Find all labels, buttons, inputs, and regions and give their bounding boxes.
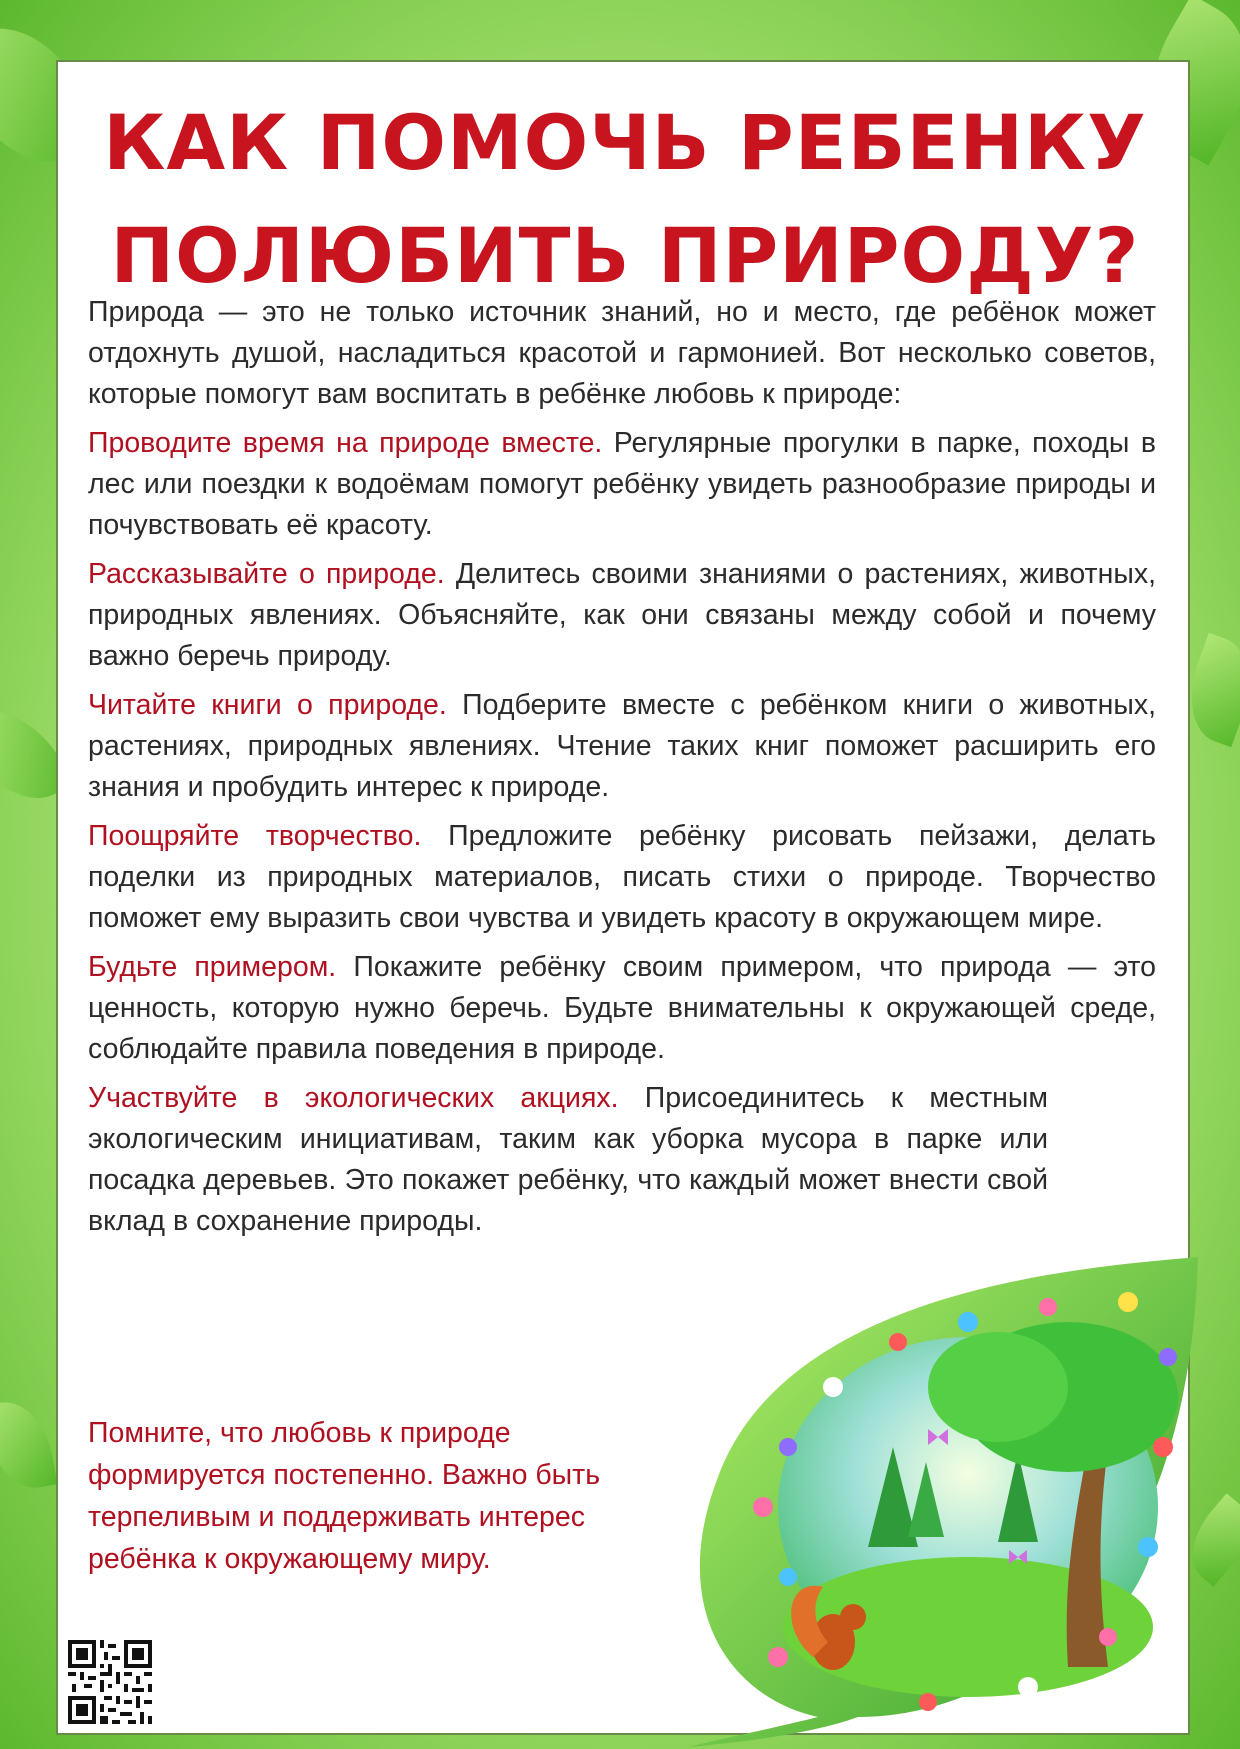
tip-paragraph (88, 554, 1156, 677)
tip-heading: Рассказывайте о природе. (88, 558, 445, 590)
poster-card (56, 60, 1190, 1735)
leaf-forest-illustration-icon (668, 1247, 1228, 1747)
tip-heading: Поощряйте творчество. (88, 820, 422, 852)
tip-paragraph (88, 1078, 1048, 1242)
tip-text: Покажите ребёнку своим примером, что природа — это ценность, которую нужно беречь. Будьте внимательны к окружающей среде, соблюдайте правила поведения в природе. (88, 951, 1156, 1065)
tip-text: Делитесь своими знаниями о растениях, животных, природных явлениях. Объясняйте, как они связаны между собой и почему важно беречь природу. (88, 558, 1156, 672)
tip-heading: Будьте примером. (88, 951, 337, 983)
tip-text: Регулярные прогулки в парке, походы в лес или поездки к водоёмам помогут ребёнку увидеть разнообразие природы и почувствовать её красоту. (88, 427, 1156, 541)
tip-text: Подберите вместе с ребёнком книги о животных, растениях, природных явлениях. Чтение таких книг поможет расширить его знания и пробудить интерес к природе. (88, 689, 1156, 803)
closing-note: Помните, что любовь к природе формируется постепенно. Важно быть терпеливым и поддерживать интерес ребёнка к окружающему миру. (88, 1417, 601, 1575)
tip-paragraph (88, 947, 1156, 1070)
qr-code-icon[interactable] (68, 1640, 152, 1724)
tip-paragraph (88, 423, 1156, 546)
intro-paragraph: Природа — это не только источник знаний, но и место, где ребёнок может отдохнуть душой, насладиться красотой и гармонией. Вот несколько советов, которые помогут вам воспитать в ребёнке любовь к природе: (88, 296, 1156, 410)
tip-text: Предложите ребёнку рисовать пейзажи, делать поделки из природных материалов, писать стихи о природе. Творчество поможет ему выразить свои чувства и увидеть красоту в окружающем мире. (88, 820, 1156, 934)
background-leaf-icon (0, 1395, 57, 1494)
tip-heading: Читайте книги о природе. (88, 689, 447, 721)
tip-paragraph (88, 685, 1156, 808)
title-line-2: ПОЛЮБИТЬ ПРИРОДУ? (110, 211, 1140, 300)
tip-heading: Проводите время на природе вместе. (88, 427, 603, 459)
tip-paragraph (88, 816, 1156, 939)
title-line-1: КАК ПОМОЧЬ РЕБЕНКУ (103, 98, 1147, 187)
tip-heading: Участвуйте в экологических акциях. (88, 1082, 619, 1114)
page-title (58, 86, 1192, 312)
tip-text: Присоединитесь к местным экологическим инициативам, таким как уборка мусора в парке или посадка деревьев. Это покажет ребёнку, что каждый может внести свой вклад в сохранение природы. (88, 1082, 1048, 1237)
article-body (88, 292, 1156, 1250)
